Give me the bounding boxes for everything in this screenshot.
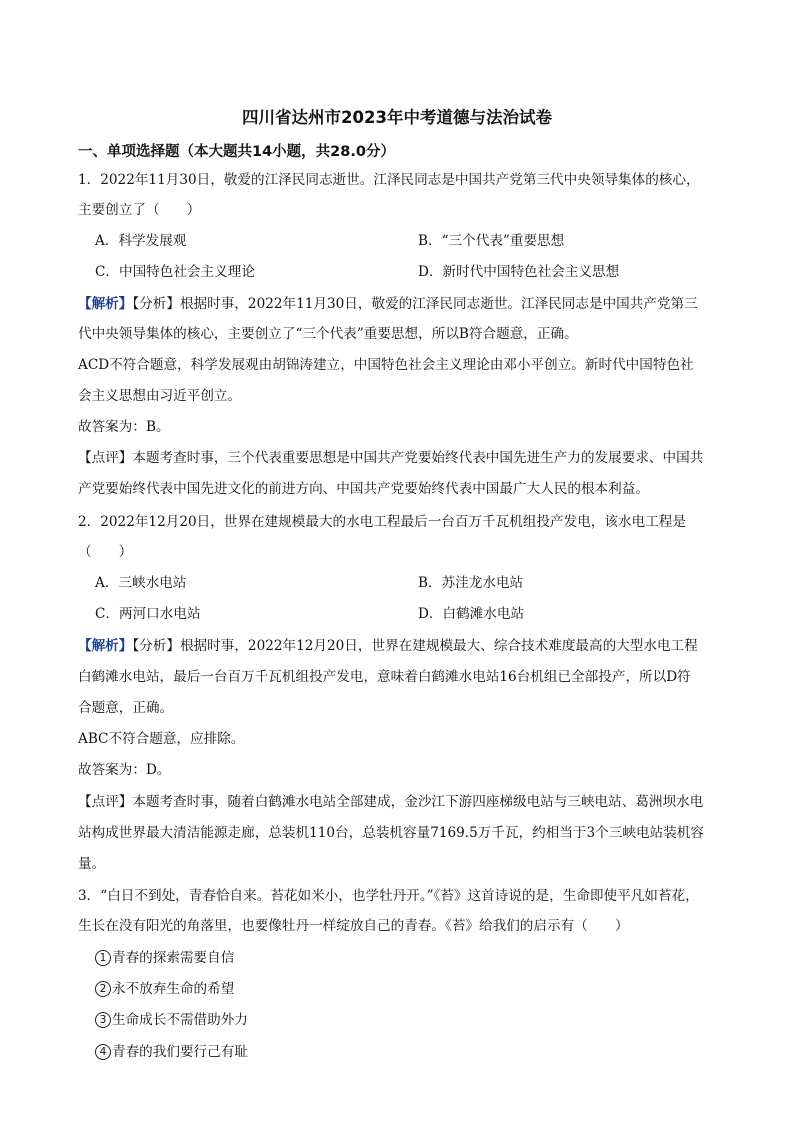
question-1-option-d: D．新时代中国特色社会主义思想 [418,264,620,280]
question-2-analysis-line-4: ABC不符合题意，应排除。 [78,731,245,747]
question-1-option-c: C．中国特色社会主义理论 [95,264,255,280]
question-2-answer: 故答案为：D。 [78,762,171,778]
question-3-item-1 [95,946,234,966]
question-2-stem-line-1: 2．2022年12月20日，世界在建规模最大的水电工程最后一台百万千瓦机组投产发电，该水电工程是 [78,514,686,530]
question-3-item-3 [95,1008,248,1028]
question-1-answer: 故答案为：B。 [78,419,170,435]
question-1-option-a: A．科学发展观 [95,233,187,249]
question-1-option-b: B．“三个代表”重要思想 [418,233,565,249]
analysis-tag: 【解析】 [78,296,133,312]
question-2-review-line-1: 【点评】本题考查时事，随着白鹤滩水电站全部建成，金沙江下游四座梯级电站与三峡电站、葛洲坝水电 [78,794,704,810]
circled-number-icon: 3 [95,1012,111,1028]
question-2-option-c: C．两河口水电站 [95,606,201,622]
question-1-review-line-1: 【点评】本题考查时事，三个代表重要思想是中国共产党要始终代表中国先进生产力的发展要求、中国共 [78,450,704,466]
question-1-analysis-line-4: 会主义思想由习近平创立。 [78,388,242,404]
question-2-option-b: B．苏洼龙水电站 [418,575,524,591]
question-1-review-line-2: 产党要始终代表中国先进文化的前进方向、中国共产党要始终代表中国最广大人民的根本利益。 [78,481,649,497]
question-2-analysis-line-1 [78,634,758,654]
question-3-stem-line-2: 生长在没有阳光的角落里，也要像牡丹一样绽放自己的青春。《苔》给我们的启示有（ ） [78,918,629,934]
page-title: 四川省达州市2023年中考道德与法治试卷 [242,108,552,127]
question-3-stem-line-1: 3．“白日不到处，青春恰自来。苔花如米小，也学牡丹开。”《苔》这首诗说的是，生命即使平凡如苔花， [78,888,699,904]
question-2-option-d: D．白鹤滩水电站 [418,606,525,622]
question-2-stem-line-2: （ ） [78,544,133,560]
question-1-analysis-line-3: ACD不符合题意，科学发展观由胡锦涛建立，中国特色社会主义理论由邓小平创立。新时代中国特色社 [78,357,694,373]
circled-number-icon: 2 [95,981,111,997]
question-2-analysis-line-2: 白鹤滩水电站，最后一台百万千瓦机组投产发电，意味着白鹤滩水电站16台机组已全部投产，所以D符 [78,669,691,685]
item-text: 青春的探索需要自信 [112,950,235,966]
question-3-item-4 [95,1040,248,1060]
question-2-review-line-2: 站构成世界最大清洁能源走廊，总装机110台，总装机容量7169.5万千瓦，约相当于3个三峡电站装机容 [78,825,704,841]
question-1-analysis-line-1 [78,292,758,312]
question-2-option-a: A．三峡水电站 [95,575,187,591]
question-3-item-2 [95,977,234,997]
question-2-analysis-line-3: 合题意，正确。 [78,700,174,716]
analysis-text: 【分析】根据时事，2022年11月30日，敬爱的江泽民同志逝世。江泽民同志是中国共产党第三 [132,296,698,312]
circled-number-icon: 1 [95,950,111,966]
question-1-stem-line-1: 1．2022年11月30日，敬爱的江泽民同志逝世。江泽民同志是中国共产党第三代中央领导集体的核心， [78,172,700,188]
question-1-analysis-line-2: 代中央领导集体的核心，主要创立了“三个代表”重要思想，所以B符合题意，正确。 [78,326,578,342]
question-2-review-line-3: 量。 [78,856,106,872]
question-1-stem-line-2: 主要创立了（ ） [78,202,201,218]
item-text: 青春的我们要行己有耻 [112,1044,248,1060]
circled-number-icon: 4 [95,1044,111,1060]
section-heading: 一、单项选择题（本大题共14小题，共28.0分） [78,144,395,160]
item-text: 永不放弃生命的希望 [112,981,235,997]
analysis-tag: 【解析】 [78,638,133,654]
analysis-text: 【分析】根据时事，2022年12月20日，世界在建规模最大、综合技术难度最高的大型水电工程 [132,638,698,654]
item-text: 生命成长不需借助外力 [112,1012,248,1028]
